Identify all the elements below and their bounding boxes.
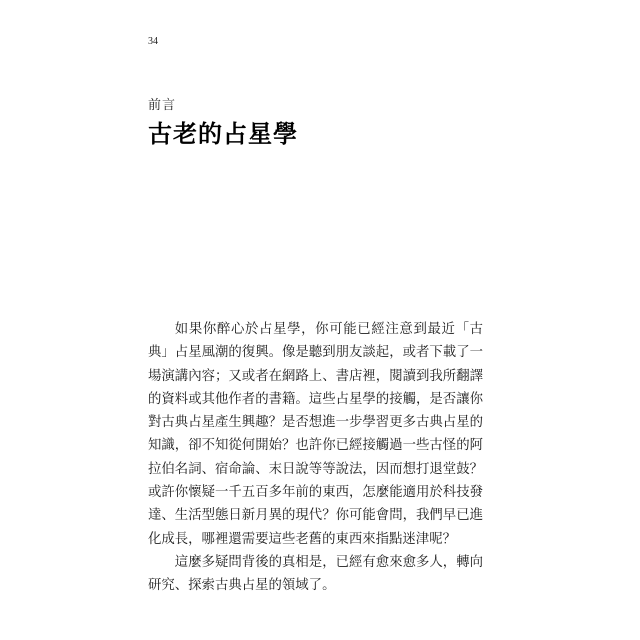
body-text bbox=[148, 318, 483, 598]
paragraph-2: 這麼多疑問背後的真相是，已經有愈來愈多人，轉向研究、探索古典占星的領域了。 bbox=[148, 554, 483, 594]
section-label: 前言 bbox=[148, 98, 177, 113]
chapter-title: 古老的占星學 bbox=[148, 120, 298, 148]
page-number: 34 bbox=[148, 36, 158, 47]
paragraph-1: 如果你醉心於占星學，你可能已經注意到最近「古典」占星風潮的復興。像是聽到朋友談起，或者下載了一場演講內容；又或者在網路上、書店裡，閱讀到我所翻譯的資料或其他作者的書籍。這些占星學的接觸，是否讓你對古典占星產生興趣？是否想進一步學習更多古典占星的知識，卻不知從何開始？也許你已經接觸過一些古怪的阿拉伯名詞、宿命論、末日說等等說法，因而想打退堂鼓？或許你懷疑一千五百多年前的東西，怎麼能適用於科技發達、生活型態日新月異的現代？你可能會問，我們早已進化成長，哪裡還需要這些老舊的東西來指點迷津呢？ bbox=[148, 322, 483, 547]
